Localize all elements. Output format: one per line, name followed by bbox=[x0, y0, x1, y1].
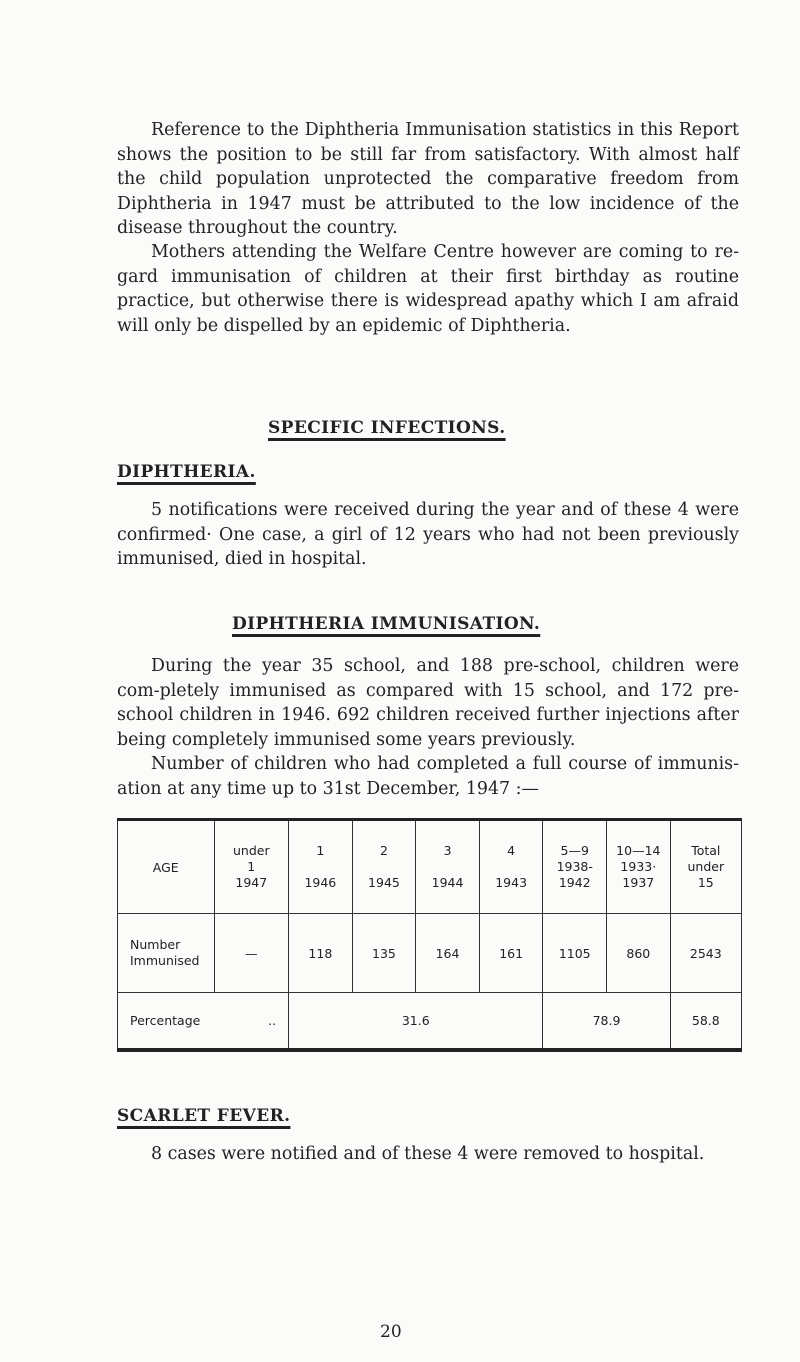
number-immunised-label: Number Immunised bbox=[118, 914, 215, 993]
page-number: 20 bbox=[380, 1322, 402, 1342]
table-header-row bbox=[118, 820, 742, 914]
col-header-1: 1 1946 bbox=[289, 820, 353, 914]
specific-infections-heading: SPECIFIC INFECTIONS. bbox=[268, 418, 506, 438]
table-cell: 164 bbox=[416, 914, 480, 993]
scarlet-fever-text: 8 cases were notified and of these 4 were removed to hospital. bbox=[151, 1144, 705, 1164]
immunisation-table bbox=[117, 818, 742, 1052]
immunisation-paragraph-1: During the year 35 school, and 188 pre-school, children were com-pletely immunised as compared with 15 school, and 172 pre-school children in 1946. 692 children received further injections after being completely immunised some years previously. bbox=[117, 656, 739, 750]
col-header-total: Total under 15 bbox=[670, 820, 741, 914]
col-header-10-14: 10—14 1933· 1937 bbox=[607, 820, 671, 914]
table-cell: 118 bbox=[289, 914, 353, 993]
immunisation-paragraph-2: Number of children who had completed a full course of immunis-ation at any time up to 31st December, 1947 :— bbox=[117, 754, 739, 799]
table-cell: 135 bbox=[352, 914, 416, 993]
intro-paragraph-1: Reference to the Diphtheria Immunisation statistics in this Report shows the position to be still far from satisfactory. With almost half the child population unprotected the comparative freedom from Diphtheria in 1947 must be attributed to the low incidence of the disease throughout the country. bbox=[117, 120, 739, 238]
col-header-under-1: under 1 1947 bbox=[214, 820, 289, 914]
percentage-label: Percentage .. bbox=[118, 993, 289, 1051]
age-header: AGE bbox=[118, 820, 215, 914]
intro-paragraph-2: Mothers attending the Welfare Centre however are coming to re-gard immunisation of children at their first birthday as routine practice, but otherwise there is widespread apathy which I am afraid will only be dispelled by an epidemic of Diphtheria. bbox=[117, 242, 739, 336]
table-cell: — bbox=[214, 914, 289, 993]
col-header-4: 4 1943 bbox=[479, 820, 543, 914]
table-row bbox=[118, 993, 742, 1051]
percentage-total: 58.8 bbox=[670, 993, 741, 1051]
percentage-school: 78.9 bbox=[543, 993, 670, 1051]
table-cell: 161 bbox=[479, 914, 543, 993]
diphtheria-heading: DIPHTHERIA. bbox=[117, 462, 256, 482]
col-header-5-9: 5—9 1938- 1942 bbox=[543, 820, 607, 914]
scarlet-fever-heading: SCARLET FEVER. bbox=[117, 1106, 291, 1126]
table-row bbox=[118, 914, 742, 993]
immunisation-heading: DIPHTHERIA IMMUNISATION. bbox=[232, 614, 541, 634]
table-cell: 1105 bbox=[543, 914, 607, 993]
diphtheria-text: 5 notifications were received during the year and of these 4 were confirmed· One case, a girl of 12 years who had not been previously immunised, died in hospital. bbox=[117, 500, 739, 569]
table-cell: 860 bbox=[607, 914, 671, 993]
percentage-pre-school: 31.6 bbox=[289, 993, 543, 1051]
col-header-3: 3 1944 bbox=[416, 820, 480, 914]
col-header-2: 2 1945 bbox=[352, 820, 416, 914]
table-cell: 2543 bbox=[670, 914, 741, 993]
